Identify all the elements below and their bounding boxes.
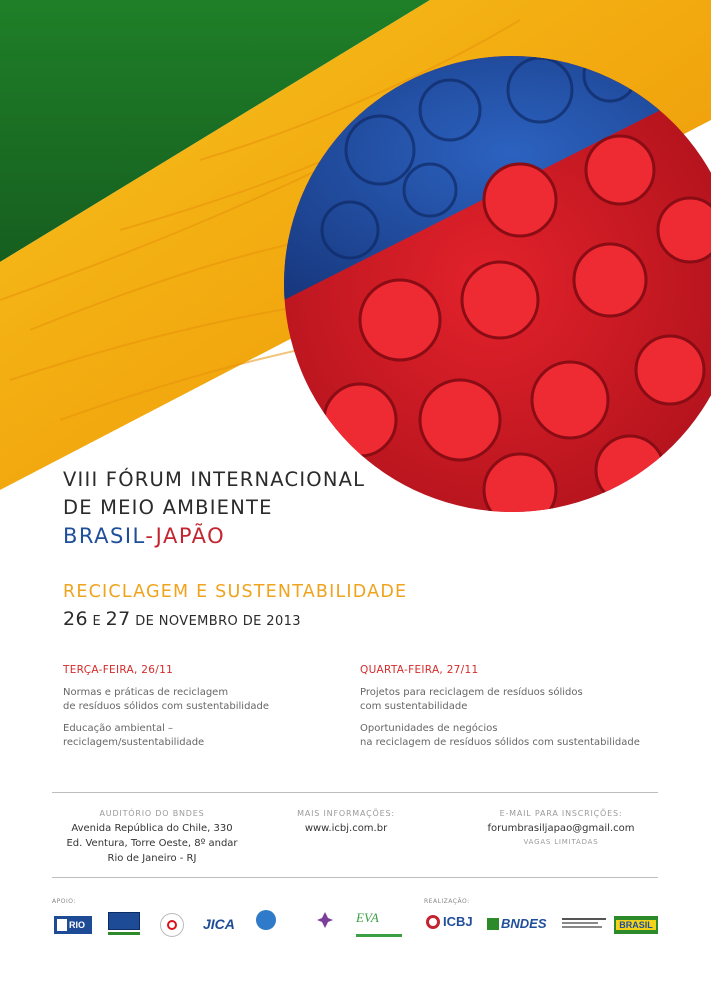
title-brasil: BRASIL [63, 524, 146, 548]
bndes-logo [487, 916, 547, 931]
event-title-line-1: VIII FÓRUM INTERNACIONAL [63, 468, 366, 491]
bndes-logo-text: BNDES [501, 916, 547, 931]
globe-icon [256, 910, 276, 930]
state-government-logo [108, 912, 140, 936]
icbj-logo-text: ICBJ [443, 914, 473, 929]
support-label: APOIO: [52, 898, 76, 905]
jica-logo: JICA [203, 916, 235, 932]
date-conjunction: E [87, 614, 106, 629]
title-separator: - [145, 524, 156, 548]
brasil-logo-text: BRASIL [616, 920, 656, 930]
website-link[interactable]: www.icbj.com.br [304, 823, 388, 834]
realization-label: REALIZAÇÃO: [424, 898, 470, 905]
rio-logo [54, 916, 92, 934]
japan-foundation-logo [316, 911, 334, 929]
day-2-item-2: Oportunidades de negócios na reciclagem de resíduos sólidos com sustentabilidade [360, 723, 640, 748]
registration-email[interactable]: forumbrasiljapao@gmail.com [487, 823, 635, 834]
venue-heading: AUDITÓRIO DO BNDES [99, 809, 205, 818]
icbj-logo [426, 914, 473, 929]
day-1-item-2: Educação ambiental – reciclagem/sustentabilidade [63, 723, 205, 748]
rio-shield-icon [57, 919, 67, 931]
day-2-heading: QUARTA-FEIRA, 27/11 [360, 664, 479, 676]
eva-logo: EVA [356, 910, 402, 937]
date-month-year: DE NOVEMBRO DE 2013 [130, 614, 301, 629]
bndes-mark-icon [487, 918, 499, 930]
event-title-line-3 [63, 524, 225, 548]
ministry-logo [562, 918, 606, 930]
event-theme: RECICLAGEM E SUSTENTABILIDADE [63, 582, 408, 602]
title-japao: JAPÃO [155, 524, 226, 548]
day-1-item-1: Normas e práticas de reciclagem de resíduos sólidos com sustentabilidade [63, 687, 270, 712]
icbj-emblem-icon [426, 915, 440, 929]
limited-seats-note: VAGAS LIMITADAS [523, 838, 599, 846]
event-dates [63, 608, 301, 630]
more-info-heading: MAIS INFORMAÇÕES: [297, 809, 395, 818]
date-day-1: 26 [63, 608, 88, 630]
date-day-2: 27 [105, 608, 131, 630]
venue-address: Avenida República do Chile, 330 Ed. Ventura, Torre Oeste, 8º andar Rio de Janeiro - RJ [66, 823, 238, 864]
day-2-item-1: Projetos para reciclagem de resíduos sólidos com sustentabilidade [360, 687, 583, 712]
municipal-seal-logo [160, 913, 184, 937]
rio-logo-text: RIO [69, 920, 86, 930]
divider-bottom [52, 877, 658, 878]
event-title-line-2: DE MEIO AMBIENTE [63, 496, 273, 519]
email-heading: E-MAIL PARA INSCRIÇÕES: [499, 809, 623, 818]
day-1-heading: TERÇA-FEIRA, 26/11 [63, 664, 174, 676]
brasil-government-logo [614, 916, 658, 934]
divider-top [52, 792, 658, 793]
